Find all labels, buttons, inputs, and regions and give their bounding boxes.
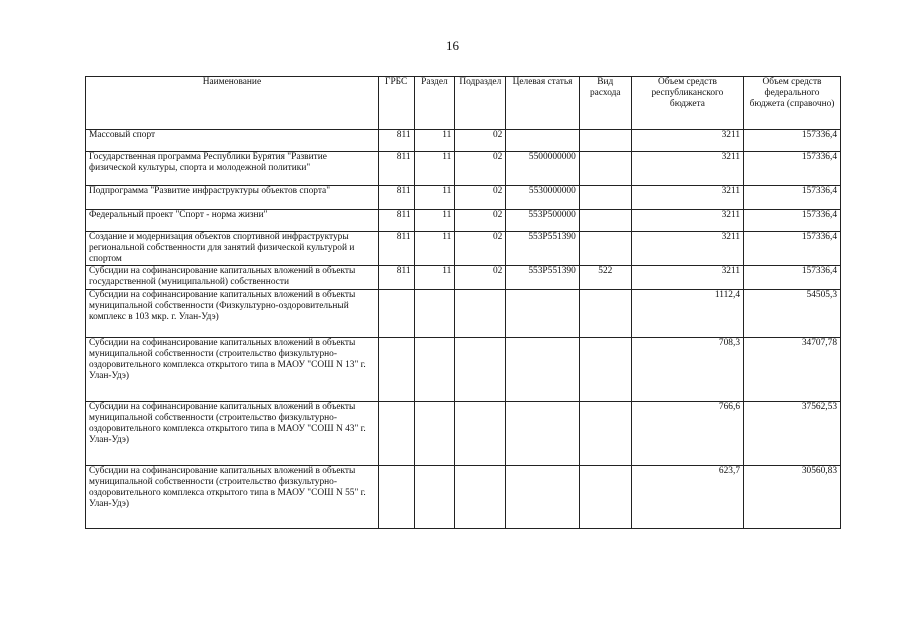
cell-grbs xyxy=(378,466,414,529)
cell-grbs xyxy=(378,338,414,402)
cell-name: Субсидии на софинансирование капитальных вложений в объекты государственной (муниципальной) собственности xyxy=(86,266,379,290)
page-number: 16 xyxy=(446,38,459,53)
header-name: Наименование xyxy=(86,77,379,130)
cell-resp: 1112,4 xyxy=(631,290,743,338)
table-row xyxy=(86,338,841,402)
table-body xyxy=(86,130,841,529)
cell-name: Подпрограмма "Развитие инфраструктуры объектов спорта" xyxy=(86,186,379,210)
cell-podrazdel: 02 xyxy=(455,152,506,186)
cell-podrazdel: 02 xyxy=(455,130,506,152)
cell-statya: 5530000000 xyxy=(506,186,579,210)
cell-fed: 157336,4 xyxy=(744,186,841,210)
cell-grbs: 811 xyxy=(378,152,414,186)
header-razdel: Раздел xyxy=(414,77,455,130)
cell-razdel: 11 xyxy=(414,232,455,266)
cell-fed: 157336,4 xyxy=(744,232,841,266)
cell-name: Субсидии на софинансирование капитальных вложений в объекты муниципальной собственности (строительство физкультурно-оздоровительного комплекса открытого типа в МАОУ "СОШ N 55" г. Улан-Удэ) xyxy=(86,466,379,529)
cell-vid xyxy=(579,338,631,402)
header-podrazdel: Подраздел xyxy=(455,77,506,130)
table-row xyxy=(86,152,841,186)
cell-fed: 37562,53 xyxy=(744,402,841,466)
cell-podrazdel xyxy=(455,402,506,466)
cell-statya xyxy=(506,130,579,152)
table-row xyxy=(86,266,841,290)
cell-razdel xyxy=(414,402,455,466)
cell-name: Субсидии на софинансирование капитальных вложений в объекты муниципальной собственности (строительство физкультурно-оздоровительного комплекса открытого типа в МАОУ "СОШ N 43" г. Улан-Удэ) xyxy=(86,402,379,466)
cell-vid xyxy=(579,152,631,186)
cell-name: Создание и модернизация объектов спортивной инфраструктуры региональной собственности для занятий физической культурой и спортом xyxy=(86,232,379,266)
cell-resp: 3211 xyxy=(631,130,743,152)
cell-name: Массовый спорт xyxy=(86,130,379,152)
cell-razdel xyxy=(414,290,455,338)
cell-razdel: 11 xyxy=(414,130,455,152)
cell-name: Федеральный проект "Спорт - норма жизни" xyxy=(86,210,379,232)
cell-podrazdel: 02 xyxy=(455,210,506,232)
cell-resp: 766,6 xyxy=(631,402,743,466)
cell-fed: 157336,4 xyxy=(744,130,841,152)
cell-statya xyxy=(506,338,579,402)
cell-fed: 54505,3 xyxy=(744,290,841,338)
header-resp-budget: Объем средств республиканского бюджета xyxy=(631,77,743,130)
cell-resp: 623,7 xyxy=(631,466,743,529)
header-grbs: ГРБС xyxy=(378,77,414,130)
cell-podrazdel: 02 xyxy=(455,266,506,290)
table-row xyxy=(86,130,841,152)
cell-razdel: 11 xyxy=(414,186,455,210)
cell-vid xyxy=(579,290,631,338)
cell-resp: 3211 xyxy=(631,152,743,186)
cell-vid xyxy=(579,232,631,266)
cell-resp: 708,3 xyxy=(631,338,743,402)
table-row xyxy=(86,466,841,529)
cell-vid xyxy=(579,186,631,210)
cell-podrazdel: 02 xyxy=(455,232,506,266)
cell-grbs: 811 xyxy=(378,232,414,266)
header-fed-budget: Объем средств федерального бюджета (справочно) xyxy=(744,77,841,130)
cell-resp: 3211 xyxy=(631,232,743,266)
cell-statya xyxy=(506,290,579,338)
table-row xyxy=(86,232,841,266)
table-row xyxy=(86,402,841,466)
cell-grbs xyxy=(378,402,414,466)
cell-razdel xyxy=(414,338,455,402)
cell-resp: 3211 xyxy=(631,186,743,210)
table-row xyxy=(86,210,841,232)
cell-statya xyxy=(506,466,579,529)
cell-name: Субсидии на софинансирование капитальных вложений в объекты муниципальной собственности (Физкультурно-оздоровительный комплекс в 103 мкр. г. Улан-Удэ) xyxy=(86,290,379,338)
cell-name: Субсидии на софинансирование капитальных вложений в объекты муниципальной собственности (строительство физкультурно-оздоровительного комплекса открытого типа в МАОУ "СОШ N 13" г. Улан-Удэ) xyxy=(86,338,379,402)
cell-razdel xyxy=(414,466,455,529)
cell-fed: 157336,4 xyxy=(744,266,841,290)
cell-name: Государственная программа Республики Бурятия "Развитие физической культуры, спорта и молодежной политики" xyxy=(86,152,379,186)
cell-statya: 5500000000 xyxy=(506,152,579,186)
table-row xyxy=(86,186,841,210)
cell-razdel: 11 xyxy=(414,210,455,232)
cell-grbs: 811 xyxy=(378,186,414,210)
cell-grbs: 811 xyxy=(378,210,414,232)
cell-razdel: 11 xyxy=(414,152,455,186)
cell-statya xyxy=(506,402,579,466)
cell-grbs: 811 xyxy=(378,266,414,290)
cell-vid xyxy=(579,466,631,529)
cell-fed: 34707,78 xyxy=(744,338,841,402)
cell-statya: 553P551390 xyxy=(506,232,579,266)
cell-podrazdel xyxy=(455,338,506,402)
cell-podrazdel: 02 xyxy=(455,186,506,210)
header-vid-raskhoda: Вид расхода xyxy=(579,77,631,130)
cell-fed: 157336,4 xyxy=(744,152,841,186)
table-row xyxy=(86,290,841,338)
cell-resp: 3211 xyxy=(631,210,743,232)
cell-grbs xyxy=(378,290,414,338)
cell-resp: 3211 xyxy=(631,266,743,290)
cell-vid xyxy=(579,402,631,466)
cell-podrazdel xyxy=(455,290,506,338)
cell-grbs: 811 xyxy=(378,130,414,152)
cell-statya: 553P551390 xyxy=(506,266,579,290)
cell-vid xyxy=(579,130,631,152)
cell-fed: 157336,4 xyxy=(744,210,841,232)
cell-razdel: 11 xyxy=(414,266,455,290)
budget-table xyxy=(85,76,841,529)
cell-statya: 553P500000 xyxy=(506,210,579,232)
cell-podrazdel xyxy=(455,466,506,529)
header-celevaya-statya: Целевая статья xyxy=(506,77,579,130)
cell-fed: 30560,83 xyxy=(744,466,841,529)
cell-vid: 522 xyxy=(579,266,631,290)
table-header-row xyxy=(86,77,841,130)
cell-vid xyxy=(579,210,631,232)
